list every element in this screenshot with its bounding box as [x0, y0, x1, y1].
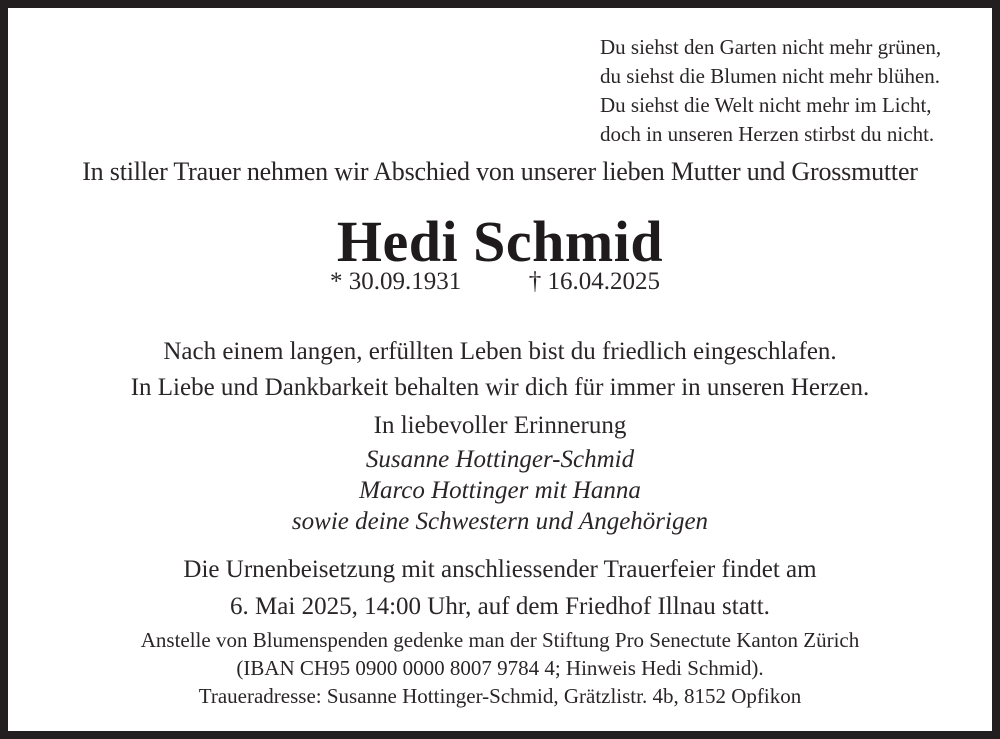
condolence-message — [8, 334, 992, 406]
mourner-name: Marco Hottinger mit Hanna — [359, 477, 641, 504]
mourner-name: sowie deine Schwestern und Angehörigen — [291, 508, 709, 535]
birth-date: * 30.09.1931 — [330, 268, 462, 295]
funeral-details — [8, 551, 992, 625]
message-line: In Liebe und Dankbarkeit behalten wir dich für immer in unseren Herzen. — [130, 374, 870, 401]
intro-line: In stiller Trauer nehmen wir Abschied von unserer lieben Mutter und Grossmutter — [82, 157, 918, 186]
iban-note: (IBAN CH95 0900 0000 8007 9784 4; Hinweis Hedi Schmid). — [236, 656, 764, 680]
donation-note: Anstelle von Blumenspenden gedenke man der Stiftung Pro Senectute Kanton Zürich — [140, 628, 860, 652]
life-dates — [330, 268, 660, 296]
mourning-address: Traueradresse: Susanne Hottinger-Schmid, Grätzlistr. 4b, 8152 Opfikon — [198, 684, 802, 708]
poem-line: Du siehst die Welt nicht mehr im Licht, — [600, 93, 932, 117]
message-line: Nach einem langen, erfüllten Leben bist du friedlich eingeschlafen. — [163, 338, 837, 365]
memorial-poem — [600, 33, 941, 149]
poem-line: doch in unseren Herzen stirbst du nicht. — [600, 122, 935, 146]
footer-notes — [8, 626, 992, 710]
death-date: † 16.04.2025 — [528, 268, 660, 295]
funeral-line: Die Urnenbeisetzung mit anschliessender Trauerfeier findet am — [183, 556, 817, 583]
mourner-names — [8, 444, 992, 537]
funeral-line: 6. Mai 2025, 14:00 Uhr, auf dem Friedhof Illnau statt. — [230, 593, 770, 620]
remembrance-heading: In liebevoller Erinnerung — [373, 412, 627, 439]
poem-line: Du siehst den Garten nicht mehr grünen, — [600, 35, 942, 59]
mourner-name: Susanne Hottinger-Schmid — [365, 446, 635, 473]
poem-line: du siehst die Blumen nicht mehr blühen. — [600, 64, 941, 88]
deceased-name: Hedi Schmid — [336, 209, 664, 274]
